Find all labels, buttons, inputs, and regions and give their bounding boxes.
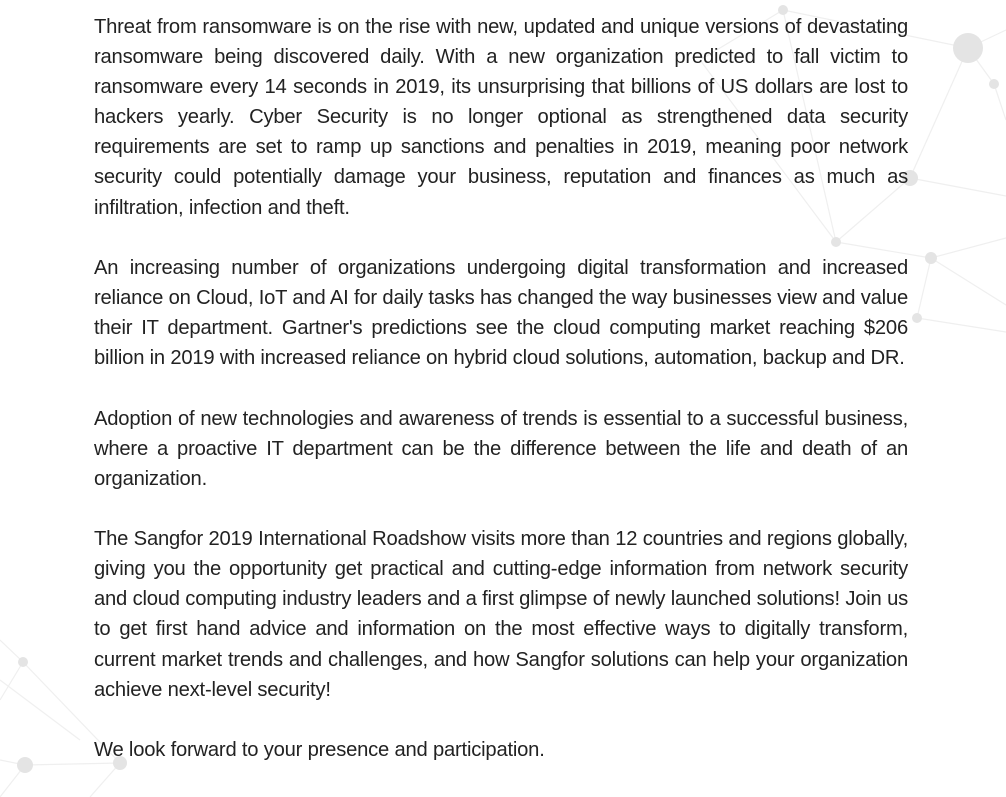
paragraph-closing: We look forward to your presence and participation. <box>94 739 545 762</box>
paragraph-digital-transformation: An increasing number of organizations undergoing digital transformation and increased reliance on Cloud, IoT and AI for daily tasks has changed the way businesses view and value their IT department. Gartner's predictions see the cloud computing market reaching $206 billion in 2019 with increased reliance on hybrid cloud solutions, automation, backup and DR. <box>94 256 908 370</box>
paragraph-technology-adoption: Adoption of new technologies and awareness of trends is essential to a successful business, where a proactive IT department can be the difference between the life and death of an organization. <box>94 407 908 490</box>
paragraph-roadshow: The Sangfor 2019 International Roadshow visits more than 12 countries and regions globally, giving you the opportunity get practical and cutting-edge information from network security and cloud computing industry leaders and a first glimpse of newly launched solutions! Join us to get first hand advice and information on the most effective ways to digitally transform, current market trends and challenges, and how Sangfor solutions can help your organization achieve next-level security! <box>94 528 908 701</box>
article-body <box>94 12 908 765</box>
paragraph-ransomware-threat: Threat from ransomware is on the rise with new, updated and unique versions of devastating ransomware being discovered daily. With a new organization predicted to fall victim to ransomware every 14 seconds in 2019, its unsurprising that billions of US dollars are lost to hackers yearly. Cyber Security is no longer optional as strengthened data security requirements are set to ramp up sanctions and penalties in 2019, meaning poor network security could potentially damage your business, reputation and finances as much as infiltration, infection and theft. <box>94 16 908 219</box>
